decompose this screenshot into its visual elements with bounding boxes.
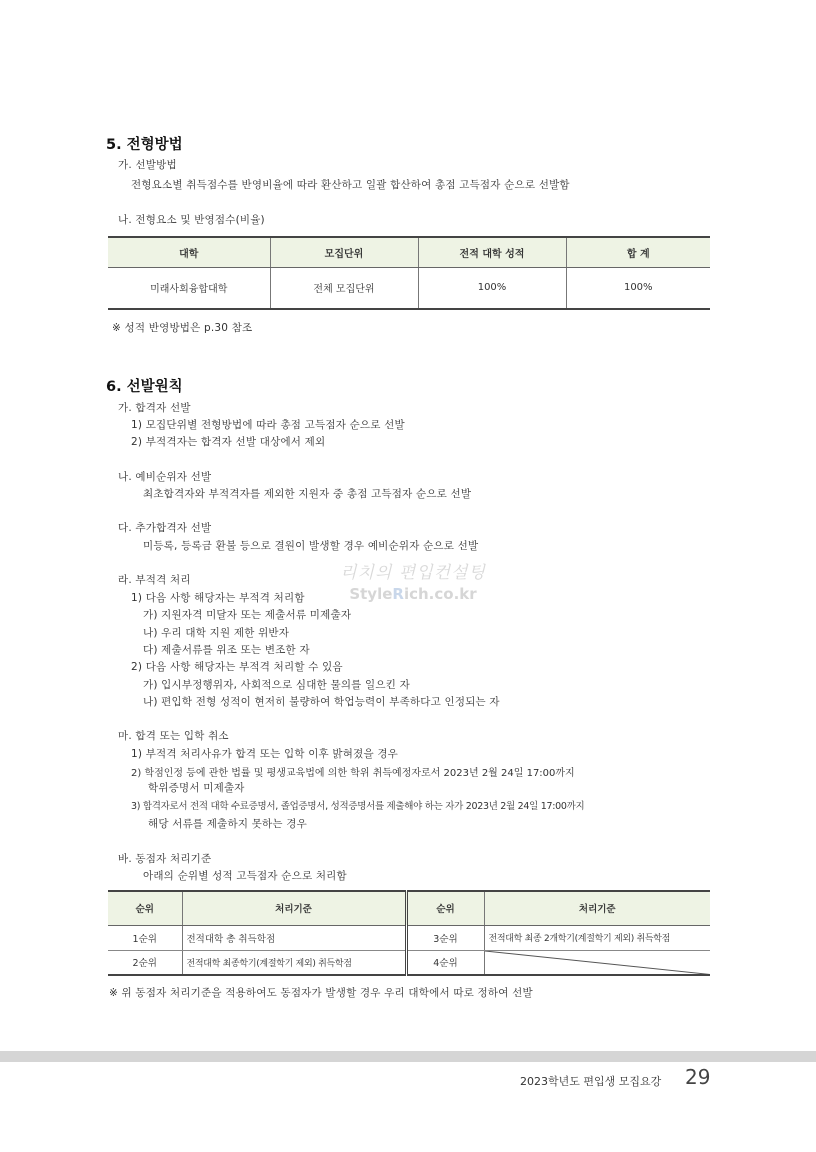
tie-rank: 4순위 (406, 950, 484, 975)
table-row (108, 267, 710, 309)
watermark-url-c: ich.co.kr (403, 585, 477, 603)
section5-note: ※ 성적 반영방법은 p.30 참조 (112, 322, 253, 334)
tie-header-rank-1: 순위 (108, 891, 182, 925)
ba-body: 아래의 순위별 성적 고득점자 순으로 처리함 (143, 870, 347, 882)
tie-criteria-empty (484, 950, 710, 975)
page-number: 29 (685, 1065, 711, 1089)
table-row (108, 925, 710, 950)
footer-bar (0, 1051, 816, 1062)
ma-item-1: 1) 부적격 처리사유가 합격 또는 입학 이후 밝혀졌을 경우 (131, 748, 399, 760)
section6-note: ※ 위 동점자 처리기준을 적용하여도 동점자가 발생할 경우 우리 대학에서 따로 정하여 선발 (109, 987, 533, 999)
cell-total: 100% (566, 267, 710, 309)
header-unit: 모집단위 (270, 237, 418, 267)
tie-header-row (108, 891, 710, 925)
watermark-url (338, 585, 488, 603)
tie-rank: 1순위 (108, 925, 182, 950)
ra-item-1b: 나) 우리 대학 지원 제한 위반자 (143, 627, 290, 639)
footer-doc-title: 2023학년도 편입생 모집요강 (520, 1075, 662, 1088)
ma-item-3: 3) 합격자로서 전적 대학 수료증명서, 졸업증명서, 성적증명서를 제출해야 하는 자가 2023년 2월 24일 17:00까지 (131, 801, 585, 812)
watermark-url-a: Style (349, 585, 393, 603)
header-total: 합 계 (566, 237, 710, 267)
tie-rank: 2순위 (132, 958, 157, 970)
score-ratio-header-row (108, 237, 710, 267)
cell-unit: 전체 모집단위 (270, 267, 418, 309)
ba-heading: 바. 동점자 처리기준 (118, 853, 212, 865)
diagonal-line (485, 951, 711, 975)
section5-a-body: 전형요소별 취득점수를 반영비율에 따라 환산하고 일괄 합산하여 총점 고득점자 순으로 선발함 (131, 179, 570, 191)
ma-item-2: 2) 학점인정 등에 관한 법률 및 평생교육법에 의한 학위 취득예정자로서 2023년 2월 24일 17:00까지 (131, 768, 575, 779)
section5-a-heading: 가. 선발방법 (118, 159, 177, 171)
tie-rank: 3순위 (406, 925, 484, 950)
ga-heading: 가. 합격자 선발 (118, 402, 191, 414)
ma-heading: 마. 합격 또는 입학 취소 (118, 730, 229, 742)
ga-item-1: 1) 모집단위별 전형방법에 따라 총점 고득점자 순으로 선발 (131, 419, 405, 431)
tie-criteria: 전적대학 최종 2개학기(계절학기 제외) 취득학점 (484, 925, 710, 950)
ra-item-1: 1) 다음 사항 해당자는 부적격 처리함 (131, 592, 305, 604)
cell-grade: 100% (418, 267, 566, 309)
tie-criteria: 전적대학 총 취득학점 (182, 925, 406, 950)
section6-title: 6. 선발원칙 (106, 379, 183, 395)
tie-header-criteria-2: 처리기준 (484, 891, 710, 925)
da-body: 미등록, 등록금 환불 등으로 결원이 발생할 경우 예비순위자 순으로 선발 (143, 540, 479, 552)
ra-item-2b: 나) 편입학 전형 성적이 현저히 불량하여 학업능력이 부족하다고 인정되는 자 (143, 696, 500, 708)
ga-item-2: 2) 부적격자는 합격자 선발 대상에서 제외 (131, 436, 326, 448)
header-grade: 전적 대학 성적 (418, 237, 566, 267)
na-heading: 나. 예비순위자 선발 (118, 471, 212, 483)
ra-item-2: 2) 다음 사항 해당자는 부적격 처리할 수 있음 (131, 661, 343, 673)
na-body: 최초합격자와 부적격자를 제외한 지원자 중 총점 고득점자 순으로 선발 (143, 488, 472, 500)
ra-heading: 라. 부적격 처리 (118, 574, 191, 586)
ra-item-1a: 가) 지원자격 미달자 또는 제출서류 미제출자 (143, 609, 352, 621)
tie-break-table (108, 890, 710, 976)
ma-item-2-cont: 학위증명서 미제출자 (148, 782, 245, 794)
table-row (108, 950, 710, 975)
watermark-korean: 리치의 편입컨설팅 (340, 563, 486, 583)
tie-criteria: 전적대학 최종학기(계절학기 제외) 취득학점 (182, 950, 406, 975)
da-heading: 다. 추가합격자 선발 (118, 522, 212, 534)
section5-b-heading: 나. 전형요소 및 반영점수(비율) (118, 214, 265, 226)
ma-item-3-cont: 해당 서류를 제출하지 못하는 경우 (148, 818, 307, 830)
watermark-url-b: R (392, 585, 404, 603)
ra-item-1c: 다) 제출서류를 위조 또는 변조한 자 (143, 644, 310, 656)
header-university: 대학 (108, 237, 270, 267)
section5-title: 5. 전형방법 (106, 137, 183, 153)
score-ratio-table (108, 236, 710, 310)
tie-header-rank-2: 순위 (406, 891, 484, 925)
watermark (338, 558, 488, 603)
tie-header-criteria-1: 처리기준 (182, 891, 406, 925)
cell-university: 미래사회융합대학 (150, 284, 228, 296)
ra-item-2a: 가) 입시부정행위자, 사회적으로 심대한 물의를 일으킨 자 (143, 679, 410, 691)
